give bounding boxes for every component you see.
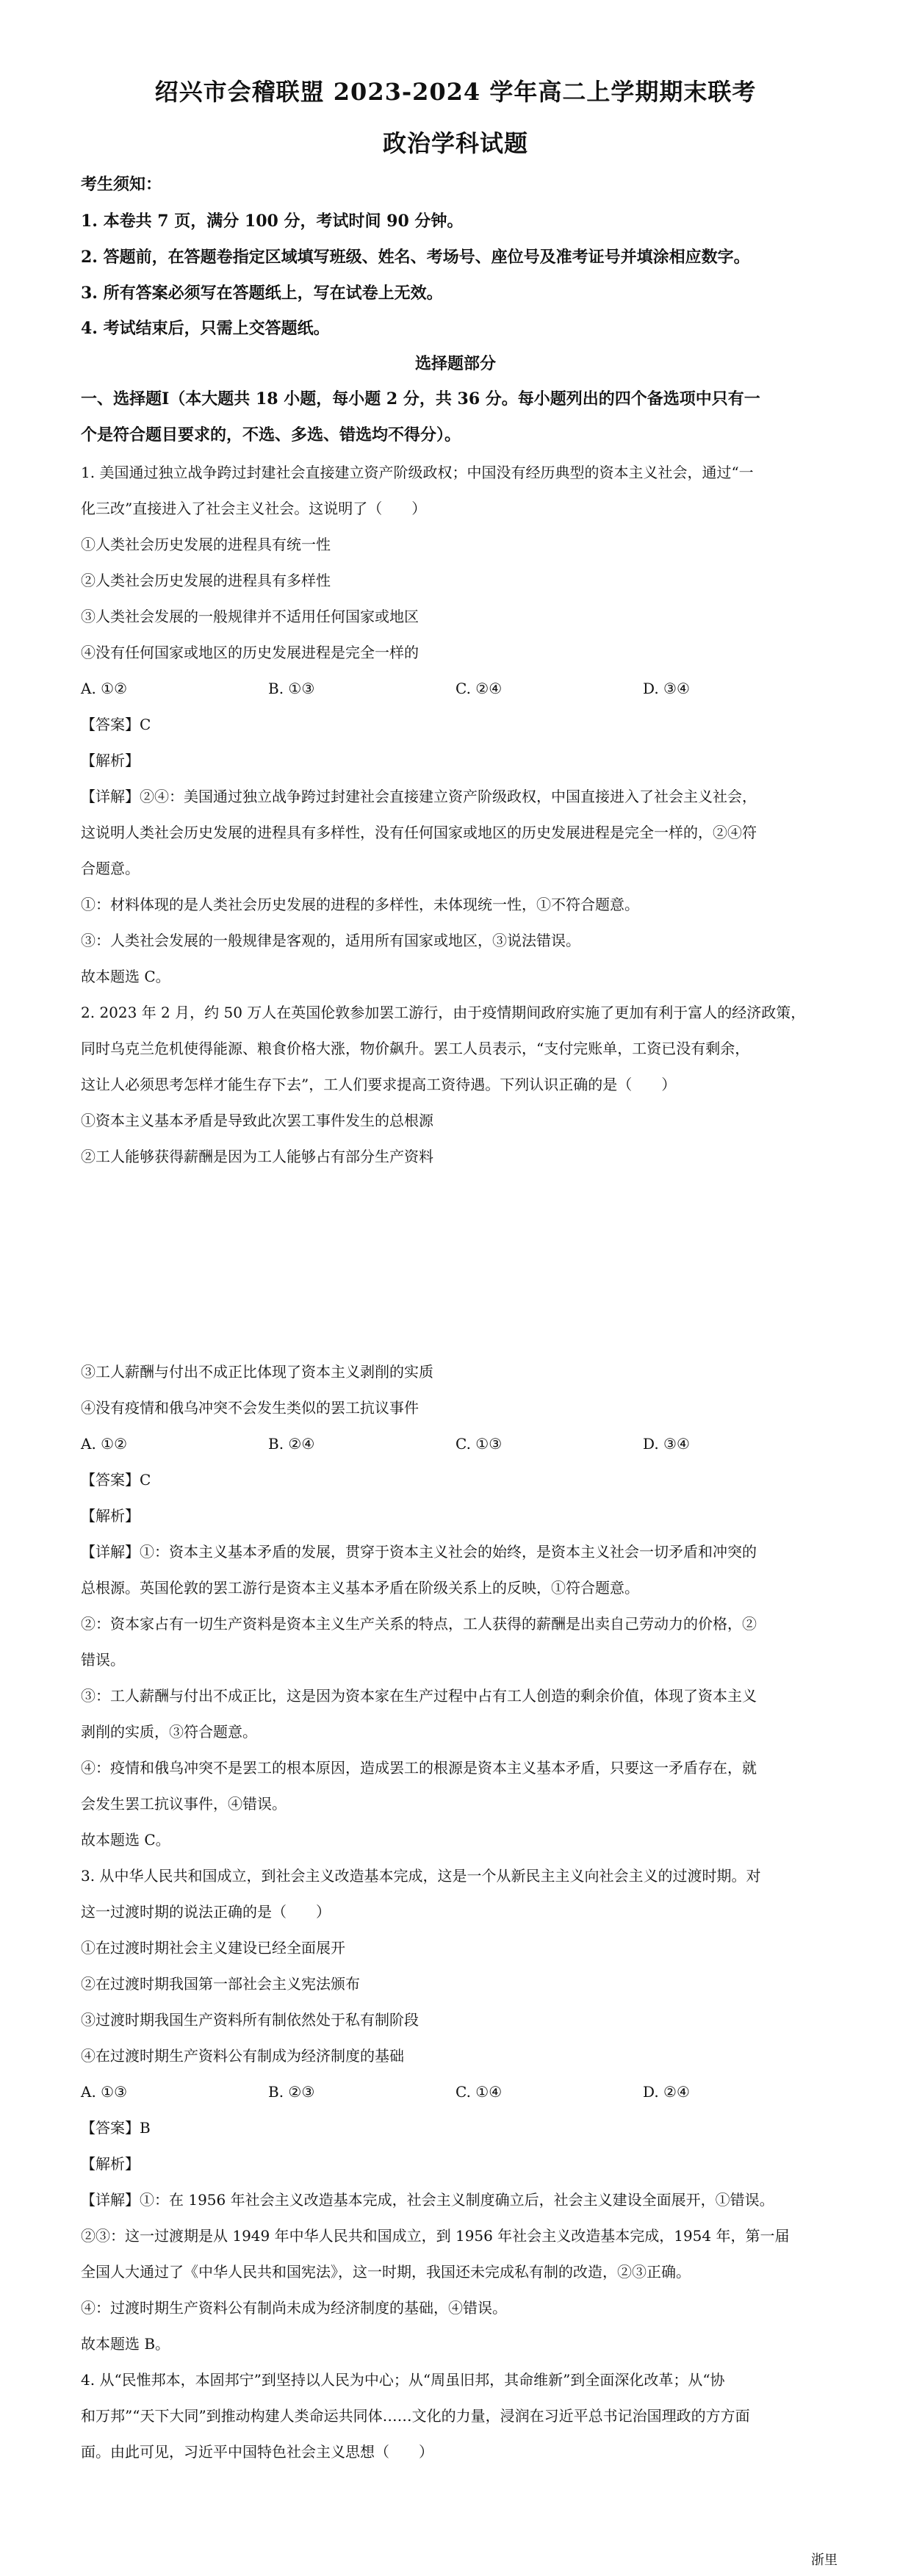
q2-detail: 剥削的实质，③符合题意。 <box>81 1723 257 1741</box>
q3-option-d: D. ②④ <box>643 2083 690 2101</box>
q3-analysis-label: 【解析】 <box>81 2155 140 2173</box>
q2-analysis-label: 【解析】 <box>81 1507 140 1525</box>
q2-detail: ④：疫情和俄乌冲突不是罢工的根本原因，造成罢工的根源是资本主义基本矛盾，只要这一矛盾存在，就 <box>81 1759 757 1777</box>
q2-stem: 这让人必须思考怎样才能生存下去”，工人们要求提高工资待遇。下列认识正确的是（ ） <box>81 1076 677 1093</box>
q1-detail: 【详解】②④：美国通过独立战争跨过封建社会直接建立资产阶级政权，中国直接进入了社会主义社会， <box>81 788 757 805</box>
q1-detail: ①：材料体现的是人类社会历史发展的进程的多样性，未体现统一性，①不符合题意。 <box>81 896 639 913</box>
q3-detail: 故本题选 B。 <box>81 2335 170 2353</box>
q2-option-d: D. ③④ <box>643 1435 690 1453</box>
section-title: 选择题部分 <box>414 354 496 373</box>
q1-stem: 1. 美国通过独立战争跨过封建社会直接建立资产阶级政权；中国没有经历典型的资本主义社会，通过“一 <box>81 464 754 481</box>
q1-detail: 故本题选 C。 <box>81 968 170 985</box>
q2-statement: ②工人能够获得薪酬是因为工人能够占有部分生产资料 <box>81 1148 433 1165</box>
exam-subject-title: 政治学科试题 <box>382 129 528 157</box>
notice-item: 2. 答题前，在答题卷指定区域填写班级、姓名、考场号、座位号及准考证号并填涂相应数字。 <box>81 248 750 267</box>
q2-stem: 2. 2023 年 2 月，约 50 万人在英国伦敦参加罢工游行，由于疫情期间政府实施了更加有利于富人的经济政策， <box>81 1004 806 1021</box>
q3-stem: 这一过渡时期的说法正确的是（ ） <box>81 1903 331 1921</box>
q4-stem: 面。由此可见，习近平中国特色社会主义思想（ ） <box>81 2443 433 2461</box>
q4-stem: 和万邦”“天下大同”到推动构建人类命运共同体……文化的力量，浸润在习近平总书记治国理政的方方面 <box>81 2407 750 2425</box>
q1-option-d: D. ③④ <box>643 680 690 697</box>
q2-detail: ③：工人薪酬与付出不成正比，这是因为资本家在生产过程中占有工人创造的剩余价值，体现了资本主义 <box>81 1687 757 1705</box>
q3-detail: 全国人大通过了《中华人民共和国宪法》，这一时期，我国还未完成私有制的改造，②③正确。 <box>81 2263 691 2281</box>
q2-answer: 【答案】C <box>81 1471 151 1489</box>
q1-detail: 合题意。 <box>81 860 140 877</box>
q2-statement: ①资本主义基本矛盾是导致此次罢工事件发生的总根源 <box>81 1112 433 1129</box>
q2-detail: 会发生罢工抗议事件，④错误。 <box>81 1795 287 1813</box>
q3-detail: ④：过渡时期生产资料公有制尚未成为经济制度的基础，④错误。 <box>81 2299 507 2317</box>
q1-detail: ③：人类社会发展的一般规律是客观的，适用所有国家或地区，③说法错误。 <box>81 932 580 949</box>
q1-statement: ②人类社会历史发展的进程具有多样性 <box>81 572 331 589</box>
page-footer: 浙里 <box>811 2552 838 2568</box>
q1-detail: 这说明人类社会历史发展的进程具有多样性，没有任何国家或地区的历史发展进程是完全一样的，②④符 <box>81 824 757 841</box>
notice-item: 1. 本卷共 7 页，满分 100 分，考试时间 90 分钟。 <box>81 212 464 231</box>
q3-statement: ②在过渡时期我国第一部社会主义宪法颁布 <box>81 1975 360 1993</box>
q2-detail: 【详解】①：资本主义基本矛盾的发展，贯穿于资本主义社会的始终，是资本主义社会一切矛盾和冲突的 <box>81 1543 757 1561</box>
q1-statement: ③人类社会发展的一般规律并不适用任何国家或地区 <box>81 608 419 625</box>
q4-stem: 4. 从“民惟邦本，本固邦宁”到坚持以人民为中心；从“周虽旧邦，其命维新”到全面深化改革；从“协 <box>81 2371 725 2389</box>
q3-statement: ④在过渡时期生产资料公有制成为经济制度的基础 <box>81 2047 404 2065</box>
q2-detail: 总根源。英国伦敦的罢工游行是资本主义基本矛盾在阶级关系上的反映，①符合题意。 <box>81 1579 639 1597</box>
q3-answer: 【答案】B <box>81 2119 151 2137</box>
q3-detail: 【详解】①：在 1956 年社会主义改造基本完成，社会主义制度确立后，社会主义建设全面展开，①错误。 <box>81 2191 774 2209</box>
q3-option-a: A. ①③ <box>81 2083 128 2101</box>
q2-option-c: C. ①③ <box>455 1435 503 1453</box>
q1-analysis-label: 【解析】 <box>81 752 140 769</box>
q3-stem: 3. 从中华人民共和国成立，到社会主义改造基本完成，这是一个从新民主主义向社会主义的过渡时期。对 <box>81 1867 761 1885</box>
q3-statement: ③过渡时期我国生产资料所有制依然处于私有制阶段 <box>81 2011 419 2029</box>
q2-stem: 同时乌克兰危机使得能源、粮食价格大涨，物价飙升。罢工人员表示，“支付完账单，工资已没有剩余， <box>81 1040 750 1057</box>
q2-detail: ②：资本家占有一切生产资料是资本主义生产关系的特点，工人获得的薪酬是出卖自己劳动力的价格，② <box>81 1615 757 1633</box>
q1-option-b: B. ①③ <box>268 680 315 697</box>
notice-heading: 考生须知： <box>81 175 162 194</box>
q2-option-a: A. ①② <box>81 1435 128 1453</box>
exam-title: 绍兴市会稽联盟 2023-2024 学年高二上学期期末联考 <box>154 78 757 106</box>
q3-statement: ①在过渡时期社会主义建设已经全面展开 <box>81 1939 345 1957</box>
q1-answer: 【答案】C <box>81 716 151 733</box>
q1-stem: 化三改”直接进入了社会主义社会。这说明了（ ） <box>81 500 427 517</box>
q1-statement: ④没有任何国家或地区的历史发展进程是完全一样的 <box>81 644 419 661</box>
q3-option-b: B. ②③ <box>268 2083 315 2101</box>
section-intro: 一、选择题Ⅰ（本大题共 18 小题，每小题 2 分，共 36 分。每小题列出的四个备选项中只有一 <box>81 389 760 409</box>
notice-item: 4. 考试结束后，只需上交答题纸。 <box>81 319 330 338</box>
q2-detail: 故本题选 C。 <box>81 1831 170 1849</box>
q2-option-b: B. ②④ <box>268 1435 315 1453</box>
q1-statement: ①人类社会历史发展的进程具有统一性 <box>81 536 331 553</box>
notice-item: 3. 所有答案必须写在答题纸上，写在试卷上无效。 <box>81 284 443 303</box>
q1-option-a: A. ①② <box>81 680 128 697</box>
q2-detail: 错误。 <box>81 1651 125 1669</box>
q2-statement: ④没有疫情和俄乌冲突不会发生类似的罢工抗议事件 <box>81 1399 419 1417</box>
q1-option-c: C. ②④ <box>455 680 503 697</box>
q3-option-c: C. ①④ <box>455 2083 503 2101</box>
section-intro: 个是符合题目要求的，不选、多选、错选均不得分）。 <box>81 425 461 445</box>
q3-detail: ②③：这一过渡期是从 1949 年中华人民共和国成立，到 1956 年社会主义改造基本完成，1954 年，第一届 <box>81 2227 790 2245</box>
q2-statement: ③工人薪酬与付出不成正比体现了资本主义剥削的实质 <box>81 1363 433 1381</box>
